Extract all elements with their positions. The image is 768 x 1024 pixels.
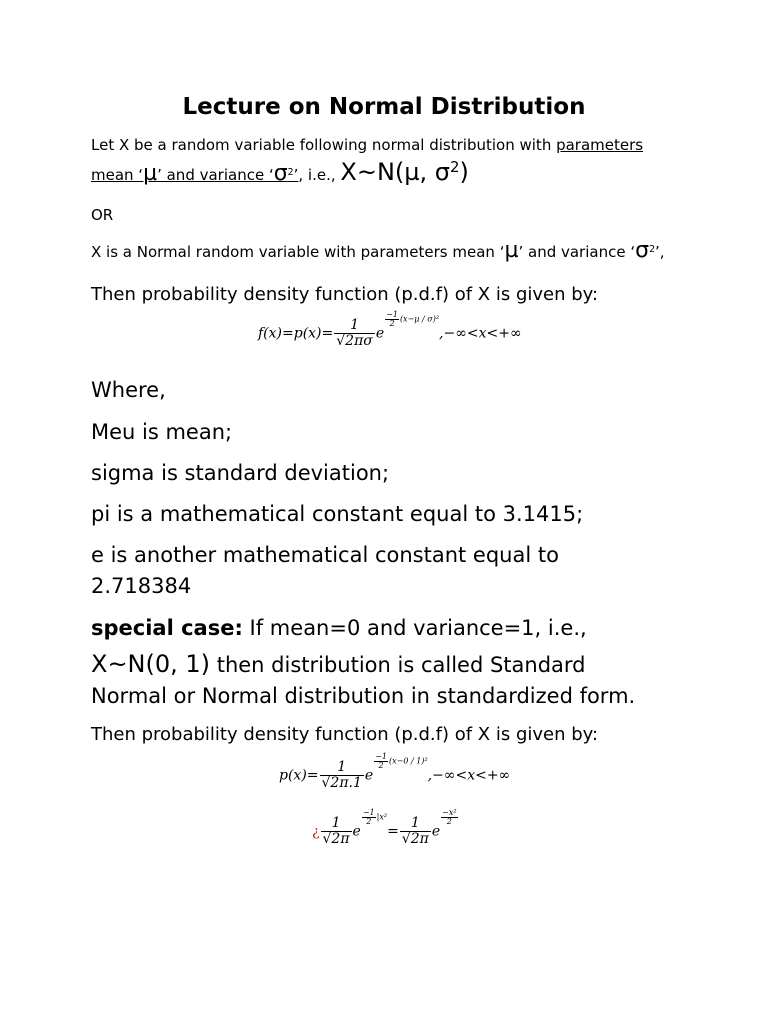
intro-line-2 (91, 158, 469, 186)
pdf-formula-simplified: ¿ $\frac{1}{√2\pi}$ e $\frac{-1}{2}$ |x²= $\frac{1}{√2\pi}$ e $\frac{\text{−x²}}{2}$ (312, 808, 457, 847)
def-e-value: 2.718384 (91, 574, 192, 598)
def-e: e is another mathematical constant equal to (91, 543, 559, 567)
pdf-formula-general: f(x)=p(x)= $\frac{1}{√2\pi\sigma}$ e $\frac{-1}{2}$ (x−µ / σ)²,−∞<x<+∞ (258, 310, 522, 349)
where-label: Where, (91, 378, 166, 402)
special-case-line-1: special case: If mean=0 and variance=1, i.e., (91, 616, 587, 640)
or-label: OR (91, 206, 114, 224)
mean-variance-link[interactable]: mean ‘µ’ and variance ‘$\sigma^2$’ (91, 161, 299, 186)
alt-definition: X is a Normal random variable with parameters mean ‘µ’ and variance ‘$\sigma^2$’, (91, 238, 665, 263)
special-case-label: special case: (91, 616, 243, 640)
page-title: Lecture on Normal Distribution (182, 94, 586, 120)
def-pi: pi is a mathematical constant equal to 3.1415; (91, 502, 584, 526)
pdf-formula-standard: p(x)= $\frac{1}{√2\pi.1}$ e $\frac{-1}{2}$ (x−0 / 1)²,−∞<x<+∞ (279, 752, 511, 791)
intro-text: Let X be a random variable following normal distribution with (91, 136, 557, 154)
def-mean: Meu is mean; (91, 420, 233, 444)
intro-line-1 (91, 136, 643, 154)
pdf-intro-1: Then probability density function (p.d.f) of X is given by: (91, 284, 599, 305)
notation-standard-normal: X~N(0, 1) (91, 650, 211, 678)
parameters-link[interactable]: parameters (556, 136, 644, 154)
pdf-intro-2: Then probability density function (p.d.f) of X is given by: (91, 724, 599, 745)
special-case-line-3: Normal or Normal distribution in standardized form. (91, 684, 636, 708)
def-sigma: sigma is standard deviation; (91, 461, 390, 485)
special-case-line-2: X~N(0, 1) then distribution is called Standard (91, 650, 586, 678)
ie-text: , i.e., (298, 166, 341, 184)
notation-x-n-mu-sigma: X~N(µ, $\sigma^2$) (340, 157, 469, 186)
